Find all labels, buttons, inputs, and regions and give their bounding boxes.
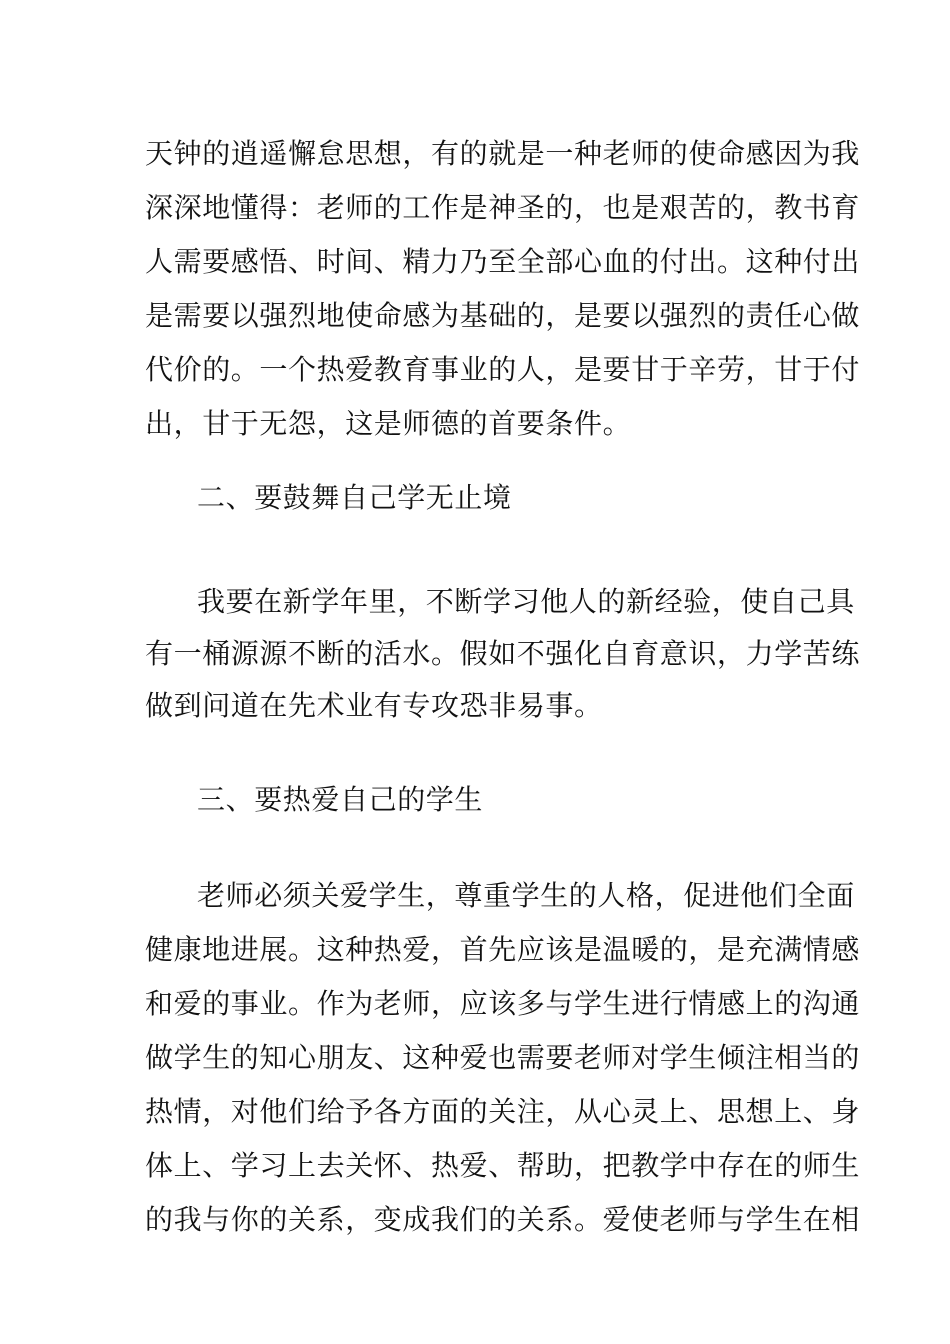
- text-line: 热情，对他们给予各方面的关注，从心灵上、思想上、身: [145, 1095, 861, 1128]
- text-line: 的我与你的关系，变成我们的关系。爱使老师与学生在相: [145, 1203, 861, 1236]
- text-line: 健康地进展。这种热爱，首先应该是温暖的，是充满情感: [145, 933, 861, 966]
- text-line: 体上、学习上去关怀、热爱、帮助，把教学中存在的师生: [145, 1149, 861, 1182]
- text-line: 做到问道在先术业有专攻恐非易事。: [145, 689, 603, 722]
- text-line: 深深地懂得：老师的工作是神圣的，也是艰苦的，教书育: [145, 191, 861, 224]
- text-line: 有一桶源源不断的活水。假如不强化自育意识，力学苦练: [145, 637, 861, 670]
- text-line: 和爱的事业。作为老师，应该多与学生进行情感上的沟通: [145, 987, 861, 1020]
- text-line: 代价的。一个热爱教育事业的人，是要甘于辛劳，甘于付: [145, 353, 861, 386]
- section-heading-3: 三、要热爱自己的学生: [197, 783, 484, 816]
- text-line: 我要在新学年里，不断学习他人的新经验，使自己具: [197, 585, 855, 618]
- text-line: 做学生的知心朋友、这种爱也需要老师对学生倾注相当的: [145, 1041, 861, 1074]
- text-line: 出，甘于无怨，这是师德的首要条件。: [145, 407, 632, 440]
- text-line: 老师必须关爱学生，尊重学生的人格，促进他们全面: [197, 879, 855, 912]
- text-line: 人需要感悟、时间、精力乃至全部心血的付出。这种付出: [145, 245, 861, 278]
- text-line: 天钟的逍遥懈怠思想，有的就是一种老师的使命感因为我: [145, 137, 861, 170]
- text-line: 是需要以强烈地使命感为基础的，是要以强烈的责任心做: [145, 299, 861, 332]
- section-heading-2: 二、要鼓舞自己学无止境: [197, 481, 512, 514]
